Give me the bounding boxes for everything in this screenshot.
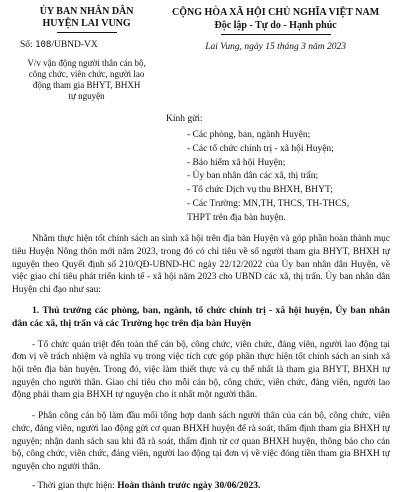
intro-paragraph: Nhằm thực hiện tốt chính sách an sinh xã hội trên địa bàn Huyện và góp phần hoàn thành mục tiêu Huyện Nông thôn mới năm 2023, trong đó có chỉ tiêu về số người tham gia BHYT, BHXH tự nguyện theo Quyết định số 210/QĐ-UBND-HC ngày 22/12/2022 của Ủy ban nhân dân Huyện, về việc giao chỉ tiêu phát triển kinh tế - xã hội năm 2023 cho UBND các xã, thị trấn. Ủy ban nhân dân Huyện chỉ đạo như sau:: [12, 234, 390, 296]
section-1-title: 1. Thủ trưởng các phòng, ban, ngành, tổ chức chính trị - xã hội huyện, Ủy ban nhân dân các xã, thị trấn và các Trường học trên địa bàn Huyện: [12, 304, 390, 329]
subject-line: động tham gia BHYT, BHXH: [32, 80, 141, 91]
issuer-block: [12, 6, 161, 103]
section-1-paragraph-2: - Phân công cán bộ làm đầu mối tổng hợp danh sách người thân của cán bộ, công chức, viên chức, đảng viên, người lao động gửi cơ quan BHXH huyện để rà soát, thẩm định tham gia BHXH tự nguyện; nhận danh sách sau khi đã rà soát, thẩm định từ cơ quan BHXH huyện, thông báo cho cán bộ, công chức, viên chức, đảng viên, người lao động tại đơn vị về việc đóng tiền tham gia BHXH tự nguyện cho người thân.: [12, 411, 390, 472]
motto-underline: [221, 34, 331, 35]
issuer-line-1: ỦY BAN NHÂN DÂN: [39, 6, 134, 17]
section-1-paragraph-1: - Tổ chức quán triệt đến toàn thể cán bộ, công chức, viên chức, đảng viên, người lao động tại đơn vị về trách nhiệm và nghĩa vụ trong việc tích cực góp phần thực hiện tốt chính sách an sinh xã hội trên địa bàn huyện. Trong đó, việc làm thiết thực và cụ thể nhất là tham gia BHYT, BHXH tự nguyện cho người thân. Giao chỉ tiêu cho mỗi cán bộ, công chức, viên chức, đảng viên, người lao động phải tham gia BHXH tự nguyện cho ít nhất một người thân.: [12, 339, 390, 401]
document-header: [12, 6, 390, 103]
doc-number-handwritten: 108: [35, 40, 52, 50]
deadline-value: Hoàn thành trước ngày 30/06/2023.: [117, 480, 261, 491]
deadline-line: [12, 480, 390, 492]
date-suffix: tháng 3 năm 2023: [277, 42, 346, 52]
subject-line: công chức, viên chức, người lao: [28, 68, 145, 79]
date-prefix: Lai Vung, ngày: [205, 42, 263, 52]
issue-date: [161, 41, 390, 53]
issuer-line-2: HUYỆN LAI VUNG: [42, 18, 131, 29]
recipient-item: - Ủy ban nhân dân các xã, thị trấn;: [187, 171, 319, 182]
recipient-item: - Các phòng, ban, ngành Huyện;: [187, 130, 311, 141]
issuer-underline: [57, 32, 117, 33]
nation-motto: Độc lập - Tự do - Hạnh phúc: [214, 20, 337, 31]
deadline-label: - Thời gian thực hiện:: [32, 480, 115, 491]
recipient-item: - Bảo hiểm xã hội Huyện;: [187, 157, 286, 168]
nation-title: CỘNG HÒA XÃ HỘI CHỦ NGHĨA VIỆT NAM: [172, 7, 380, 18]
document-number: [12, 39, 161, 52]
date-handwritten: 15: [265, 42, 275, 52]
national-motto-block: [161, 6, 390, 103]
recipient-list: [12, 129, 390, 225]
subject-line: V/v vận động người thân cán bộ,: [27, 57, 146, 68]
recipient-item: - Các Trường: MN,TH, THCS, TH-THCS,: [187, 198, 350, 209]
greeting: Kính gửi:: [166, 113, 203, 124]
doc-number-prefix: Số:: [20, 40, 33, 50]
subject-line: tự nguyện: [68, 91, 105, 102]
recipient-item: - Các tổ chức chính trị - xã hội Huyện;: [187, 143, 334, 154]
doc-number-suffix: /UBND-VX: [51, 40, 98, 50]
recipient-item: - Tổ chức Dịch vụ thu BHXH, BHYT;: [187, 185, 333, 196]
recipient-item: THPT trên địa bàn huyện.: [187, 212, 286, 223]
subject-block: [12, 58, 161, 103]
